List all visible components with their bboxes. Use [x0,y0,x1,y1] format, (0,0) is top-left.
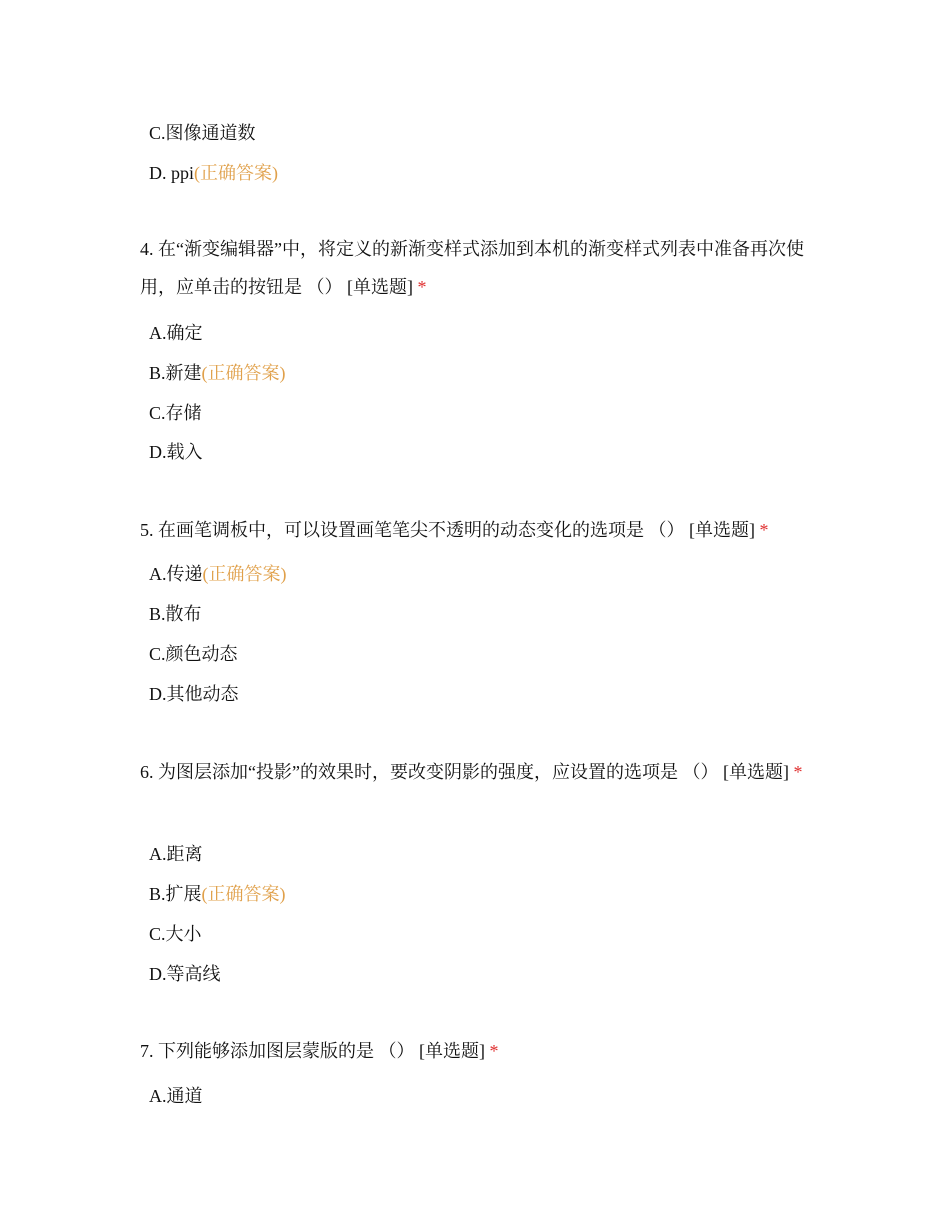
required-asterisk: * [759,520,769,540]
option-label: D.其他动态 [149,684,239,704]
q6-option-c[interactable] [149,922,202,946]
option-label: C.大小 [149,924,202,944]
q5-option-b[interactable] [149,602,202,626]
question-text: 6. 为图层添加“投影”的效果时，要改变阴影的强度，应设置的选项是 （） [单选题] [140,762,789,782]
option-label: A.确定 [149,323,203,343]
required-asterisk: * [489,1041,499,1061]
q5-option-a[interactable] [149,562,287,586]
q6-option-b[interactable] [149,882,286,906]
question-6-title [140,753,820,791]
question-7-title [140,1032,820,1070]
option-label: A.距离 [149,844,203,864]
q4-option-a[interactable] [149,321,203,345]
question-5-title [140,511,820,549]
option-label: C.颜色动态 [149,644,238,664]
q4-option-b[interactable] [149,361,286,385]
required-asterisk: * [793,762,803,782]
question-4-title [140,230,820,306]
option-label: D.等高线 [149,964,221,984]
correct-answer-tag: (正确答案) [201,363,286,383]
q6-option-d[interactable] [149,962,221,986]
q5-option-c[interactable] [149,642,238,666]
question-text: 5. 在画笔调板中，可以设置画笔笔尖不透明的动态变化的选项是 （） [单选题] [140,520,755,540]
q3-option-d[interactable] [149,161,278,185]
q6-option-a[interactable] [149,842,203,866]
q3-option-c[interactable] [149,121,256,145]
q5-option-d[interactable] [149,682,239,706]
question-text: 4. 在“渐变编辑器”中，将定义的新渐变样式添加到本机的渐变样式列表中准备再次使用，应单击的按钮是 （） [单选题] [140,239,804,297]
option-label: D. ppi [149,163,194,183]
correct-answer-tag: (正确答案) [194,163,278,183]
q7-option-a[interactable] [149,1084,203,1108]
correct-answer-tag: (正确答案) [202,564,287,584]
option-label: C.存储 [149,403,202,423]
option-label: B.散布 [149,604,202,624]
q4-option-c[interactable] [149,401,202,425]
option-label: D.载入 [149,442,203,462]
q4-option-d[interactable] [149,440,203,464]
question-text: 7. 下列能够添加图层蒙版的是 （） [单选题] [140,1041,485,1061]
option-label: B.扩展 [149,884,202,904]
correct-answer-tag: (正确答案) [201,884,286,904]
required-asterisk: * [417,277,427,297]
option-label: C.图像通道数 [149,123,256,143]
option-label: A.传递 [149,564,203,584]
option-label: A.通道 [149,1086,203,1106]
option-label: B.新建 [149,363,202,383]
